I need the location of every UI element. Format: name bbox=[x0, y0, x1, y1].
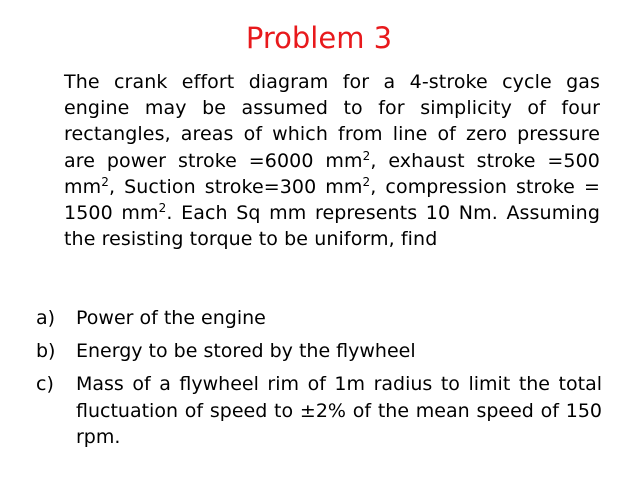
statement-part-3: , Suction stroke=300 mm bbox=[108, 175, 363, 198]
question-list bbox=[36, 305, 602, 457]
problem-statement bbox=[64, 69, 600, 252]
list-marker: b) bbox=[36, 340, 56, 363]
superscript-2: 2 bbox=[362, 174, 371, 189]
slide-title: Problem 3 bbox=[245, 21, 393, 55]
superscript-2: 2 bbox=[362, 148, 371, 163]
list-marker: a) bbox=[36, 307, 56, 329]
list-item bbox=[36, 338, 602, 364]
list-item-text: Power of the engine bbox=[76, 307, 266, 329]
statement-part-5: . Each Sq mm represents 10 Nm. Assuming the resisting torque to be uniform, find bbox=[64, 202, 600, 251]
superscript-2: 2 bbox=[158, 201, 167, 216]
statement-part-4: , compression stroke = 1500 mm bbox=[64, 175, 600, 225]
statement-part-2: , exhaust stroke =500 mm bbox=[64, 149, 600, 198]
superscript-2: 2 bbox=[101, 174, 109, 189]
list-item-text: Mass of a flywheel rim of 1m radius to limit the total fluctuation of speed to ±2% of the mean speed of 150 rpm. bbox=[76, 373, 602, 448]
statement-part-1: The crank effort diagram for a 4-stroke cycle gas engine may be assumed to for simplicity of four rectangles, areas of which from line of zero pressure are power stroke =6000 mm bbox=[64, 71, 600, 172]
list-item bbox=[36, 371, 602, 450]
list-marker: c) bbox=[36, 373, 54, 396]
list-item bbox=[36, 305, 602, 331]
list-item-text: Energy to be stored by the flywheel bbox=[76, 340, 416, 363]
